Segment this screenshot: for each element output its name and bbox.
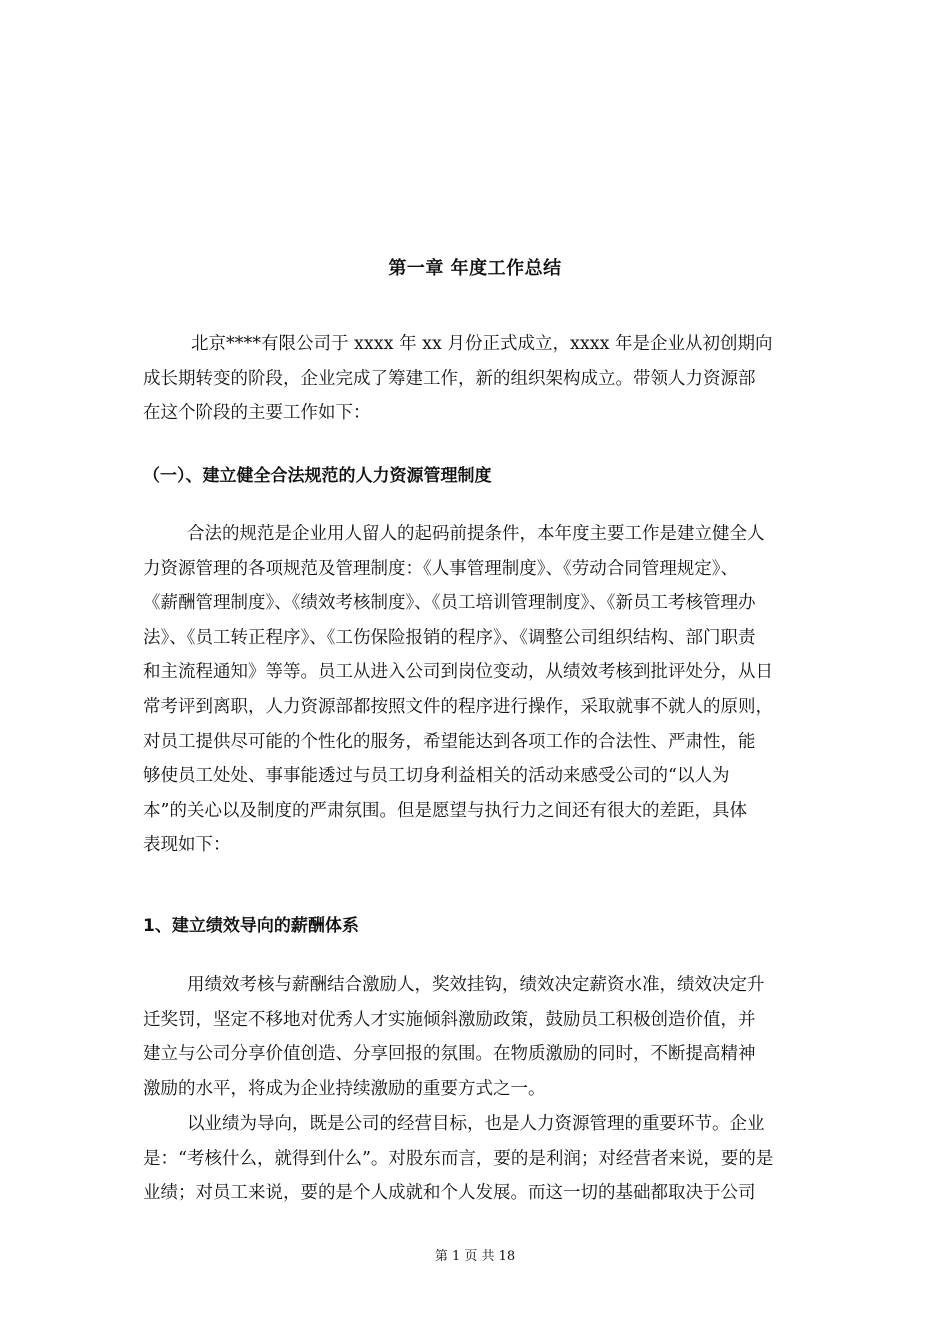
- paragraph-line: 合法的规范是企业用人留人的起码前提条件，本年度主要工作是建立健全人: [187, 524, 765, 544]
- paragraph-line: 对员工提供尽可能的个性化的服务，希望能达到各项工作的合法性、严肃性，能: [143, 731, 756, 752]
- intro-paragraph: [143, 327, 813, 431]
- paragraph-line: 常考评到离职，人力资源部都按照文件的程序进行操作，采取就事不就人的原则，: [143, 696, 773, 717]
- page-footer: 第 1 页 共 18: [434, 1249, 516, 1264]
- paragraph-line: 用绩效考核与薪酬结合激励人，奖效挂钩，绩效决定薪资水准，绩效决定升: [187, 975, 765, 995]
- paragraph-line: 法》、《员工转正程序》、《工伤保险报销的程序》、《调整公司组织结构、部门职责: [143, 627, 756, 648]
- paragraph-line: 迁奖罚，坚定不移地对优秀人才实施倾斜激励政策，鼓励员工积极创造价值，并: [143, 1009, 756, 1030]
- paragraph-line: 够使员工处处、事事能透过与员工切身利益相关的活动来感受公司的“以人为: [143, 766, 730, 787]
- subsection1-heading: 1、建立绩效导向的薪酬体系: [143, 916, 359, 936]
- intro-line: 成长期转变的阶段，企业完成了筹建工作，新的组织架构成立。带领人力资源部: [143, 368, 756, 389]
- paragraph-line: 激励的水平，将成为企业持续激励的重要方式之一。: [143, 1078, 546, 1099]
- paragraph-line: 本”的关心以及制度的严肃氛围。但是愿望与执行力之间还有很大的差距，具体: [143, 800, 747, 821]
- chapter-title: 第一章 年度工作总结: [388, 258, 562, 279]
- section-heading: [143, 463, 813, 489]
- subsection-heading: [143, 913, 813, 939]
- paragraph-line: 力资源管理的各项规范及管理制度：《人事管理制度》、《劳动合同管理规定》、: [143, 558, 738, 579]
- paragraph-line: 以业绩为导向，既是公司的经营目标，也是人力资源管理的重要环节。企业: [187, 1114, 765, 1134]
- subsection1-paragraph-2: [143, 1107, 813, 1211]
- paragraph-line: 表现如下：: [143, 835, 231, 856]
- paragraph-line: 是：“考核什么，就得到什么”。对股东而言，要的是利润；对经营者来说，要的是: [143, 1148, 774, 1169]
- intro-line: 北京****有限公司于 xxxx 年 xx 月份正式成立，xxxx 年是企业从初创期向: [191, 334, 773, 354]
- paragraph-line: 《薪酬管理制度》、《绩效考核制度》、《员工培训管理制度》、《新员工考核管理办: [143, 593, 756, 614]
- section1-paragraph: [143, 517, 813, 863]
- paragraph-line: 建立与公司分享价值创造、分享回报的氛围。在物质激励的同时，不断提高精神: [143, 1044, 756, 1065]
- paragraph-line: 业绩；对员工来说，要的是个人成就和个人发展。而这一切的基础都取决于公司: [143, 1183, 756, 1204]
- subsection1-paragraph-1: [143, 968, 813, 1106]
- intro-line: 在这个阶段的主要工作如下：: [143, 403, 371, 424]
- paragraph-line: 和主流程通知》等等。员工从进入公司到岗位变动，从绩效考核到批评处分，从日: [143, 662, 773, 683]
- section1-heading: （一）、建立健全合法规范的人力资源管理制度: [143, 466, 492, 486]
